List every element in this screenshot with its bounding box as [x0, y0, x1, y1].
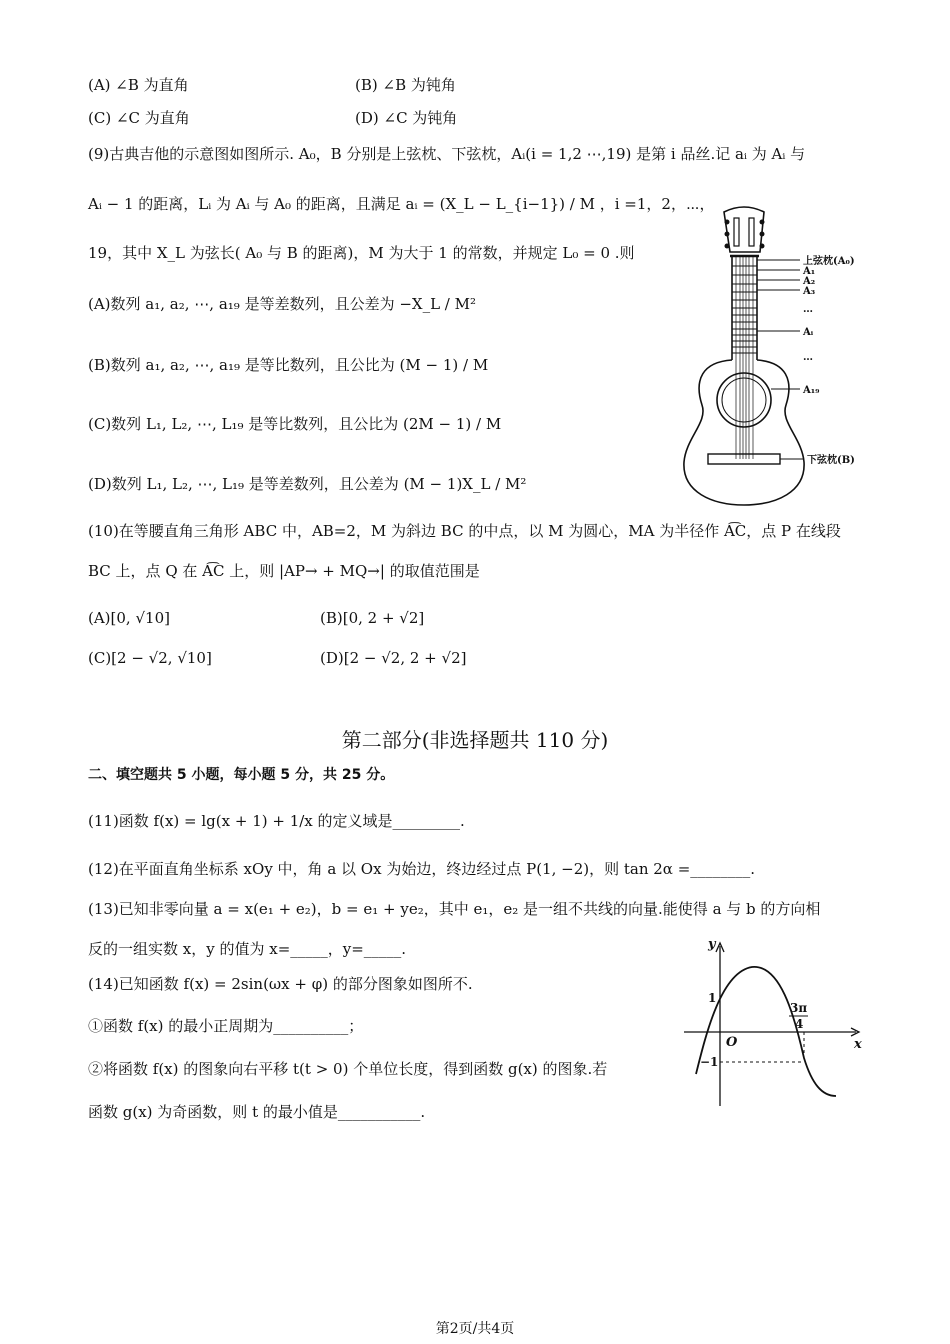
label-dots-1: …: [803, 304, 813, 315]
q8-option-b: (B) ∠B 为钝角: [355, 76, 456, 94]
x-axis-label: x: [854, 1037, 862, 1052]
label-ai: Aᵢ: [803, 327, 814, 338]
q13-line-2: 反的一组实数 x，y 的值为 x=_____，y=_____.: [88, 940, 407, 958]
guitar-label-pointers: [757, 260, 804, 459]
y-axis-label: y: [708, 937, 716, 952]
guitar-strings: [736, 256, 753, 459]
q14-line-2: ①函数 f(x) 的最小正周期为__________；: [88, 1017, 364, 1035]
q10-option-c: (C)[2 − √2, √10]: [88, 649, 212, 667]
tuning-peg-icon: [760, 232, 765, 237]
tuning-peg-icon: [725, 220, 730, 225]
part-2-title: 第二部分(非选择题共 110 分): [341, 728, 609, 752]
y-tick-1-label: 1: [708, 991, 717, 1005]
guitar-soundhole-ring: [722, 378, 766, 422]
origin-label: O: [726, 1035, 738, 1050]
q11: (11)函数 f(x) = lg(x + 1) + 1/x 的定义域是_________.: [88, 812, 465, 830]
q9-line-3: 19，其中 X_L 为弦长( A₀ 与 B 的距离)，M 为大于 1 的常数，并规定 L₀ = 0 .则: [88, 244, 635, 262]
guitar-soundhole: [717, 373, 771, 427]
x-tick-numerator: 3π: [790, 1001, 808, 1015]
page-footer: 第2页/共4页: [435, 1321, 515, 1337]
label-dots-2: …: [803, 352, 813, 363]
tuning-peg-icon: [760, 220, 765, 225]
q9-option-b: (B)数列 a₁, a₂, ⋯, a₁₉ 是等比数列，且公比为 (M − 1) / M: [88, 356, 489, 374]
q9-option-a: (A)数列 a₁, a₂, ⋯, a₁₉ 是等差数列，且公差为 −X_L / M²: [88, 295, 477, 313]
x-tick-denominator: 4: [795, 1017, 804, 1031]
q14-line-4: 函数 g(x) 为奇函数，则 t 的最小值是___________.: [88, 1103, 426, 1121]
label-top-nut: 上弦枕(A₀): [803, 256, 855, 267]
label-bottom-nut: 下弦枕(B): [807, 455, 855, 466]
label-a1: A₁: [803, 266, 816, 277]
q10-line-2: BC 上，点 Q 在 A͡C 上，则 |AP→ + MQ→| 的取值范围是: [88, 562, 480, 580]
tuning-peg-icon: [725, 232, 730, 237]
guitar-bridge: [708, 454, 780, 464]
q10-line-1: (10)在等腰直角三角形 ABC 中，AB=2，M 为斜边 BC 的中点，以 M 为圆心，MA 为半径作 A͡C，点 P 在线段: [88, 522, 841, 540]
guitar-headstock: [724, 207, 764, 252]
tuning-peg-icon: [760, 244, 765, 249]
guitar-neck: [730, 256, 759, 360]
guitar-headstock-slot: [734, 218, 739, 246]
q10-option-d: (D)[2 − √2, 2 + √2]: [320, 649, 467, 667]
label-a2: A₂: [803, 276, 816, 287]
q14-line-1: (14)已知函数 f(x) = 2sin(ωx + φ) 的部分图象如图所不.: [88, 975, 473, 993]
q14-line-3: ②将函数 f(x) 的图象向右平移 t(t > 0) 个单位长度，得到函数 g(x) 的图象.若: [88, 1060, 608, 1078]
q9-line-1: (9)古典吉他的示意图如图所示. A₀，B 分别是上弦枕、下弦枕，Aᵢ(i = 1,2 ⋯,19) 是第 i 品丝.记 aᵢ 为 Aᵢ 与: [88, 145, 806, 163]
sine-graph: [676, 934, 866, 1110]
q9-option-d: (D)数列 L₁, L₂, ⋯, L₁₉ 是等差数列，且公差为 (M − 1)X_L / M²: [88, 475, 527, 493]
q9-line-2: Aᵢ − 1 的距离，Lᵢ 为 Aᵢ 与 A₀ 的距离，且满足 aᵢ = (X_L − L_{i−1}) / M ，i =1，2，⋯，: [88, 195, 715, 213]
q8-option-d: (D) ∠C 为钝角: [355, 109, 458, 127]
guitar-headstock-slot: [749, 218, 754, 246]
section-2-heading: 二、填空题共 5 小题，每小题 5 分，共 25 分。: [88, 767, 395, 783]
y-tick-neg-1-label: −1: [700, 1055, 719, 1069]
guitar-diagram: [672, 200, 872, 510]
tuning-peg-icon: [725, 244, 730, 249]
label-a3: A₃: [803, 286, 816, 297]
q12: (12)在平面直角坐标系 xOy 中，角 a 以 Ox 为始边，终边经过点 P(1, −2)，则 tan 2α =________.: [88, 860, 756, 878]
q10-option-a: (A)[0, √10]: [88, 609, 170, 627]
q10-option-b: (B)[0, 2 + √2]: [320, 609, 425, 627]
guitar-body: [684, 360, 804, 505]
q13-line-1: (13)已知非零向量 a = x(e₁ + e₂)，b = e₁ + ye₂，其中 e₁，e₂ 是一组不共线的向量.能使得 a 与 b 的方向相: [88, 900, 821, 918]
q9-option-c: (C)数列 L₁, L₂, ⋯, L₁₉ 是等比数列，且公比为 (2M − 1) / M: [88, 415, 502, 433]
q8-option-c: (C) ∠C 为直角: [88, 109, 190, 127]
label-a19: A₁₉: [803, 385, 820, 396]
q8-option-a: (A) ∠B 为直角: [88, 76, 189, 94]
